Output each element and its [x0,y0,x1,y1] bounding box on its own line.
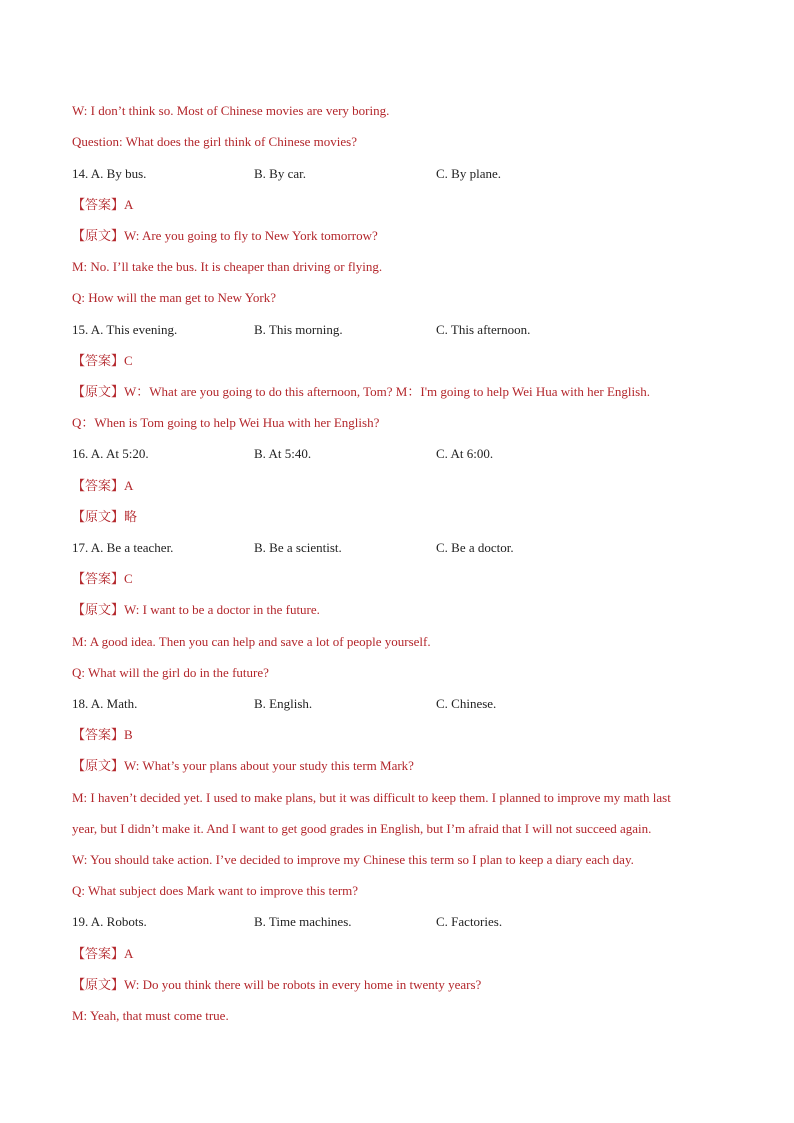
script-line [72,509,137,525]
question-line: Question: What does the girl think of Chinese movies? [72,134,357,149]
answer-label: 【答案】 [72,197,125,212]
answer-line [72,727,133,743]
script-text: W: Are you going to fly to New York tomorrow? [124,228,378,243]
script-line [72,758,414,774]
question-line: Q: What subject does Mark want to improve this term? [72,883,359,898]
script-label: 【原文】 [72,228,125,243]
option-a: 18. A. Math. [72,696,138,711]
script-label: 【原文】 [72,602,125,617]
script-line [72,228,378,244]
question-line: Q: What will the girl do in the future? [72,665,269,680]
option-b: B. Time machines. [254,914,352,929]
option-c: C. This afternoon. [436,322,531,337]
transcript-line: W: You should take action. I’ve decided to improve my Chinese this term so I plan to keep a diary each day. [72,852,634,867]
option-c: C. Chinese. [436,696,497,711]
script-label: 【原文】 [72,977,125,992]
option-a: 17. A. Be a teacher. [72,540,174,555]
transcript-line: year, but I didn’t make it. And I want to get good grades in English, but I’m afraid that I will not succeed again. [72,821,652,836]
transcript-line: W: I don’t think so. Most of Chinese movies are very boring. [72,103,390,118]
answer-line [72,571,133,587]
transcript-line: M: No. I’ll take the bus. It is cheaper than driving or flying. [72,259,383,274]
answer-value: B [124,727,133,742]
script-line [72,977,481,993]
script-label: 【原文】 [72,509,125,524]
option-b: B. English. [254,696,313,711]
option-c: C. Be a doctor. [436,540,514,555]
answer-label: 【答案】 [72,478,125,493]
answer-value: C [124,571,133,586]
option-a: 16. A. At 5:20. [72,446,149,461]
script-line [72,602,320,618]
answer-value: A [124,478,134,493]
transcript-line: M: I haven’t decided yet. I used to make plans, but it was difficult to keep them. I planned to improve my math last [72,790,671,805]
answer-line [72,478,133,494]
transcript-line: M: Yeah, that must come true. [72,1008,229,1023]
answer-label: 【答案】 [72,571,125,586]
script-line [72,384,650,400]
answer-line [72,197,133,213]
script-text: 略 [124,509,138,524]
option-c: C. Factories. [436,914,503,929]
script-text: W: Do you think there will be robots in every home in twenty years? [124,977,482,992]
answer-line [72,946,133,962]
option-a: 14. A. By bus. [72,166,147,181]
option-a: 19. A. Robots. [72,914,147,929]
answer-label: 【答案】 [72,727,125,742]
script-text: W: What’s your plans about your study this term Mark? [124,758,414,773]
option-b: B. This morning. [254,322,343,337]
option-c: C. By plane. [436,166,501,181]
question-line: Q: How will the man get to New York? [72,290,277,305]
script-text: W：What are you going to do this afternoon, Tom? M：I'm going to help Wei Hua with her English. [124,384,650,399]
option-c: C. At 6:00. [436,446,494,461]
script-label: 【原文】 [72,758,125,773]
answer-value: A [124,197,134,212]
option-b: B. Be a scientist. [254,540,342,555]
option-b: B. At 5:40. [254,446,312,461]
option-b: B. By car. [254,166,306,181]
answer-label: 【答案】 [72,946,125,961]
option-a: 15. A. This evening. [72,322,178,337]
script-text: W: I want to be a doctor in the future. [124,602,320,617]
answer-value: C [124,353,133,368]
answer-value: A [124,946,134,961]
answer-label: 【答案】 [72,353,125,368]
question-line: Q：When is Tom going to help Wei Hua with her English? [72,415,380,430]
transcript-line: M: A good idea. Then you can help and save a lot of people yourself. [72,634,431,649]
answer-line [72,353,133,369]
script-label: 【原文】 [72,384,125,399]
